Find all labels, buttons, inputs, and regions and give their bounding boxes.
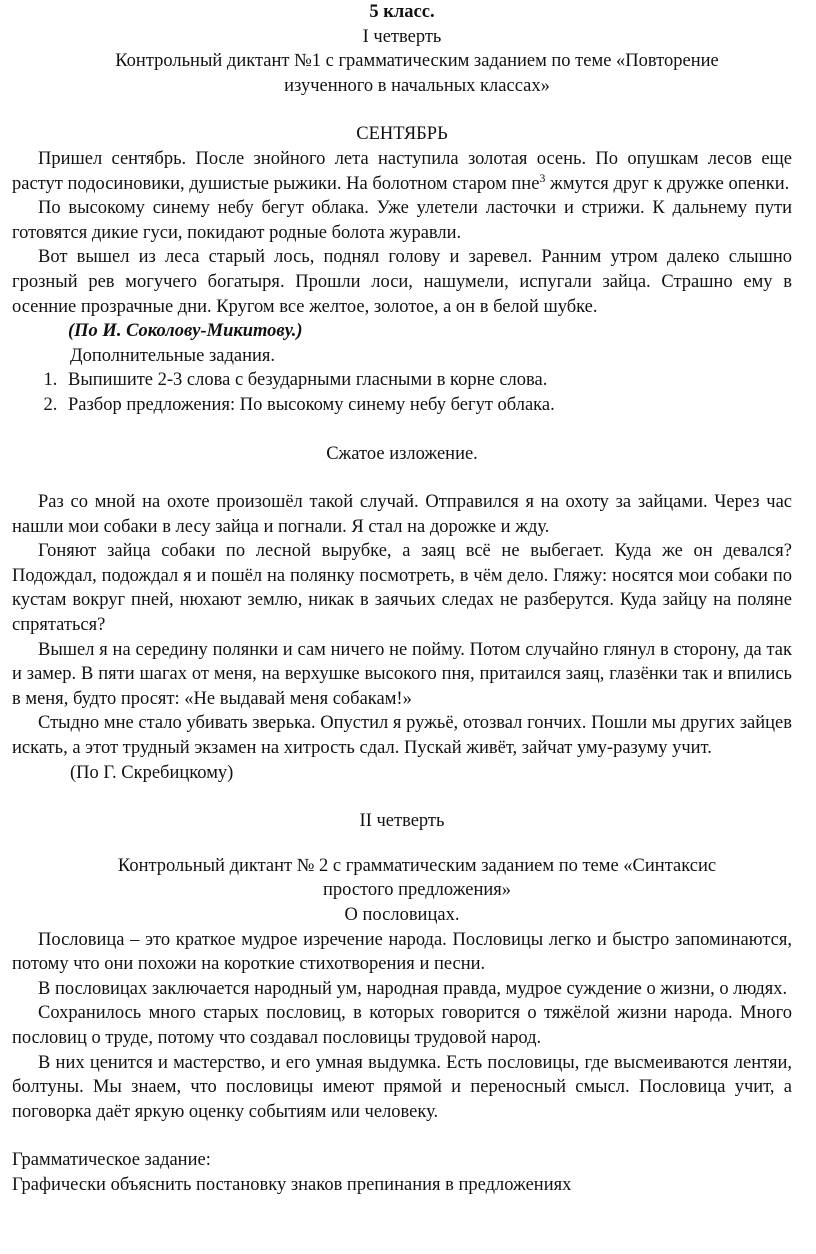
- grammar-task-text: Графически объяснить постановку знаков препинания в предложениях: [12, 1174, 572, 1195]
- summary-paragraph: Стыдно мне стало убивать зверька. Опустил я ружьё, отозвал гончих. Пошли мы других зайцев искать, а этот трудный экзамен на хитрость сдал. Пускай живёт, зайчат уму-разуму учит.: [12, 713, 792, 759]
- dictation1-text-title: СЕНТЯБРЬ: [356, 124, 448, 145]
- dictation2-paragraph: Пословица – это краткое мудрое изречение народа. Пословицы легко и быстро запоминаются, потому что они похожи на короткие стихотворения и песни.: [12, 929, 792, 975]
- dictation2-subtitle: О пословицах.: [344, 905, 460, 925]
- dictation1-paragraph: По высокому синему небу бегут облака. Уже улетели ласточки и стрижи. К дальнему пути готовятся дикие гуси, покидают родные болота журавли.: [12, 198, 792, 243]
- summary-author: (По Г. Скребицкому): [70, 762, 234, 783]
- task-item: 1. Выпишите 2-3 слова с безударными гласными в корне слова.: [62, 368, 792, 393]
- task-item: 2. Разбор предложения: По высокому синему небу бегут облака.: [62, 393, 792, 418]
- summary-paragraph: Раз со мной на охоте произошёл такой случай. Отправился я на охоту за зайцами. Через час нашли мои собаки в лесу зайца и погнали. Я стал на дорожке и жду.: [12, 492, 792, 537]
- dictation2-paragraph: Сохранилось много старых пословиц, в которых говорится о тяжёлой жизни народа. Много пословиц о труде, потому что создавал пословицы трудовой народ.: [12, 1003, 792, 1048]
- quarter1-heading: I четверть: [362, 26, 442, 47]
- footnote-mark: 3: [539, 170, 546, 185]
- dictation2-title: Контрольный диктант № 2 с грамматическим заданием по теме «Синтаксис простого предложения»: [117, 855, 717, 901]
- summary-title: Сжатое изложение.: [326, 443, 478, 464]
- summary-paragraph: Гоняют зайца собаки по лесной вырубке, а заяц всё не выбегает. Куда же он девался? Подождал, подождал я и пошёл на полянку посмотреть, в чём дело. Гляжу: носятся мои собаки по кустам вокруг пней, нюхают землю, никак в заячьих следах не разберутся. Куда зайцу на поляне спрятаться?: [12, 541, 792, 636]
- summary-paragraph: Вышел я на середину полянки и сам ничего не пойму. Потом случайно глянул в сторону, да так и замер. В пяти шагах от меня, на верхушке высокого пня, притаился заяц, глазёнки так и впились в меня, будто просят: «Не выдавай меня собакам!»: [12, 639, 792, 709]
- dictation2-paragraph: В них ценится и мастерство, и его умная выдумка. Есть пословицы, где высмеиваются лентяи, болтуны. Мы знаем, что пословицы имеют прямой и переносный смысл. Пословица учит, а поговорка даёт яркую оценку событиям или человеку.: [12, 1052, 792, 1122]
- dictation1-title: Контрольный диктант №1 с грамматическим заданием по теме «Повторение изученного в начальных классах»: [115, 51, 719, 96]
- grade-heading: 5 класс.: [369, 2, 435, 22]
- dictation1-paragraph: [12, 147, 792, 196]
- paragraph-text: Пришел сентябрь. После знойного лета наступила золотая осень. По опушкам лесов еще растут подосиновики, душистые рыжики. На болотном старом пне: [12, 148, 792, 194]
- dictation2-paragraph: В пословицах заключается народный ум, народная правда, мудрое суждение о жизни, о людях.: [38, 978, 788, 999]
- grammar-task-heading: Грамматическое задание:: [12, 1150, 211, 1171]
- extra-tasks-heading: Дополнительные задания.: [70, 345, 276, 366]
- quarter2-heading: II четверть: [359, 811, 445, 832]
- extra-tasks-list: [12, 368, 792, 417]
- paragraph-text: жмутся друг к дружке опенки.: [545, 173, 790, 194]
- dictation1-paragraph: Вот вышел из леса старый лось, поднял голову и заревел. Ранним утром далеко слышно грозный рев могучего богатыря. Прошли лоси, нашумели, испугали зайца. Страшно ему в осенние прозрачные дни. Кругом все желтое, золотое, а он в белой шубке.: [12, 247, 792, 317]
- dictation1-author: (По И. Соколову-Микитову.): [68, 321, 303, 342]
